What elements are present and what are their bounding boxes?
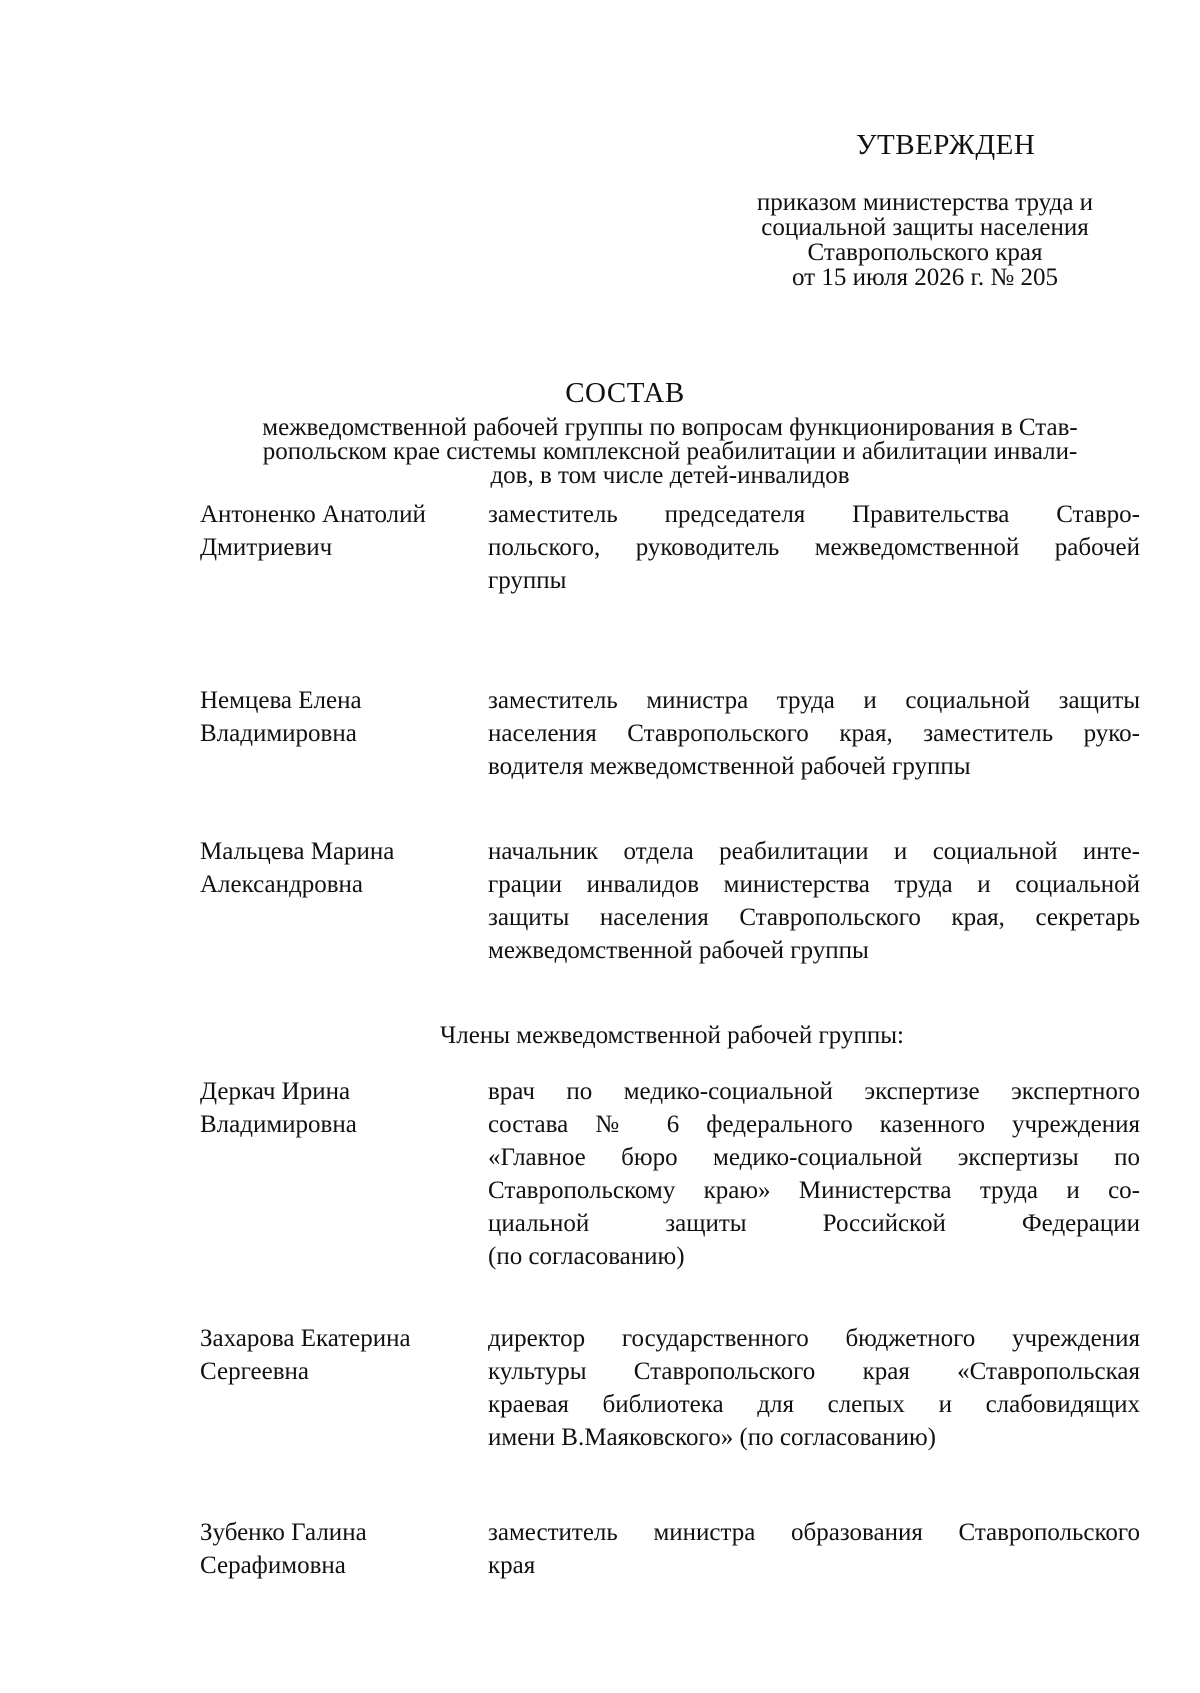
document-subtitle [200,416,1140,488]
order-line: от 15 июля 2026 г. № 205 [791,264,1059,291]
members-heading: Члены межведомственной рабочей группы: [440,1022,904,1049]
subtitle-line: межведомственной рабочей группы по вопросам функционирования в Став- [262,414,1078,441]
order-reference [700,190,1150,290]
member-role: заместитель министра труда и социальной защиты населения Ставропольского края, заместитель руко- водителя межведомственной рабочей группы [488,687,1140,780]
order-line: Ставропольского края [807,239,1043,266]
approved-stamp-title: УТВЕРЖДЕН [856,129,1036,161]
member-role: заместитель министра образования Ставропольского края [488,1519,1140,1579]
member-name: Антоненко Анатолий Дмитриевич [200,501,426,561]
member-role: заместитель председателя Правительства Ставро- польского, руководитель межведомственной рабочей группы [488,501,1140,594]
subtitle-line: ропольском крае системы комплексной реабилитации и абилитации инвали- [262,438,1078,465]
member-name: Мальцева Марина Александровна [200,838,395,898]
member-role: директор государственного бюджетного учреждения культуры Ставропольского края «Ставропольская краевая библиотека для слепых и слабовидящих имени В.Маяковского» (по согласованию) [488,1325,1140,1451]
member-name: Захарова Екатерина Сергеевна [200,1325,411,1385]
member-name: Деркач Ирина Владимировна [200,1078,357,1138]
document-title: СОСТАВ [565,377,685,409]
member-name: Зубенко Галина Серафимовна [200,1519,367,1579]
member-name: Немцева Елена Владимировна [200,687,362,747]
subtitle-line: дов, в том числе детей-инвалидов [490,462,850,489]
member-role: начальник отдела реабилитации и социальной инте- грации инвалидов министерства труда и социальной защиты населения Ставропольского края, секретарь межведомственной рабочей группы [488,838,1140,964]
order-line: приказом министерства труда и [756,189,1094,216]
order-line: социальной защиты населения [761,214,1089,241]
member-role: врач по медико-социальной экспертизе экспертного состава № 6 федерального казенного учреждения «Главное бюро медико-социальной экспертизы по Ставропольскому краю» Министерства труда и со- циальной защиты Российской Федерации (по согласованию) [488,1078,1140,1270]
